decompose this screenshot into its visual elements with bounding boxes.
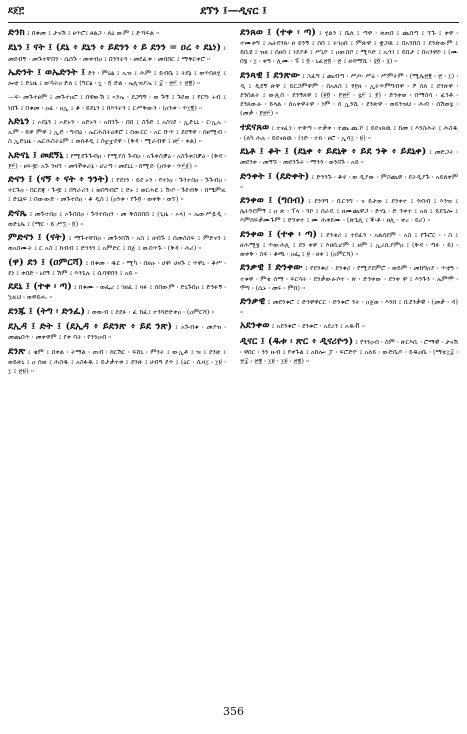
entry-definition: ፤ በቁመ ፡ ዱር ፡ ሚካ ፡ በዘዑ ፡ ሀዋ፡ ሀዛጉ ፤ ጥዋኒ ፡ ቆሥ ፡ ደነ ፤ ቀበድ ፡ ኑደኝ ፤ ሽም ፤ እንጌሉ ፤ ሲባዋበን ፤ አይ ። — [8, 258, 226, 277]
dictionary-entry — [240, 170, 458, 192]
entry-headword: (ዋ) ደን ፤ (ዐምርሻ) — [8, 256, 84, 268]
entry-headword: ኤድንት ፤ ወኤድንት ፤ — [8, 66, 86, 78]
entry-headword: ተደናጸወ — [240, 121, 270, 133]
dictionary-entry — [240, 69, 458, 119]
entry-definition: ፤ መጉተበዐ ፤ ኦጉበበዐ ፡ ጉንተበዐን ፡ መ ቅስስበበ ፤ (ጊዜ ፡ ኦላ) ። ኤውሥዷዲ ፡ ወድኒጼ ፤ (ማር ፡ ይ ሥ፺ ፡ ፬) ። — [8, 209, 226, 228]
entry-definition: ፤ የሚደጉጉብዐ ፡ የሚያስ ጉብዐ ፡ አጉቀስቓዕ ፡ አስጉቀስቓዕ ፡ (ቅዳ ፡ ፻፫) ፡ ፀፍ፡ቿ፡ አጉ ንዛኘ ፡ መጎችቀራኔ ፡ ሆረጣ ፡ መደኒኒ ፡ ከሚደ፡ (ዐንቱ ፡ ጥ፫፩) ። — [8, 151, 226, 170]
entry-definition: ፤ ቄም ፤ በቀል ፡ ትማል ፡ ጠብ ፡ ከርሽር ፡ ፍሸኒ ፡ ምንት ፤ ውኢቶ ፤ ዝ ፤ ደንጽ ፤ ወይጽኒ ፤ ዐ ሰወ ፤ ሕስዱ ፤ አስፋዱ ፤ ይታቃተቱ ፤ ደንጽ ፤ ሀብዓ ደጥ ፤ (ዕር ፡ ሲዛ፲ ፡ ፲፱ ፡ ፲ ፤ ፳፱) ። — [8, 347, 226, 376]
dictionary-entry — [8, 173, 226, 204]
entry-headword: ደኒን ፤ ናት ፤ (ደኒ ፥ ደኒን ፥ ይደንን ፥ ይ ደንን = ዐረ ፥ ደኒነ) — [8, 42, 222, 54]
entry-headword: ደደኒ ፤ (ተቀ ፡ ጣ) — [8, 281, 72, 293]
entry-headword: አደንቀወ — [240, 320, 270, 332]
dictionary-entry — [240, 26, 458, 67]
entry-definition: ፤ ተናፈገ ፡ ተዋጣ ፡ ተቃቀ ፡ ተጨ ጪኾ ፤ ይደናጸዉ ፤ ከመ ፤ እንስሕት ፤ ሕስዱ ፡ (ለካ ሕሉ ፡ ይደናጸዉ ፡ (ገድ ፡ ተክ ፡ ፀሮ ፡ ኢሳ፲ ፡ ፱) ። — [240, 123, 458, 142]
dictionary-entry — [8, 149, 226, 171]
entry-headword: ዲናር ፤ (ዱቱ ፡ ጽር ፥ ዲናሪዮን) — [240, 335, 354, 347]
dictionary-entry — [8, 231, 226, 253]
entry-definition: ፤ ደንቂሪ ፤ ተደፈን ፡ አልሰደም ፡ አስ ፤ የጉሮር ፡ ፡ ስ ፤ ዘሕሚ፮ ፤ ጥውሕሊ ፤ ደን ቀዋ ፤ እዘቢሆም ፤ ዘም ፤ ኢረሲያምዐ ፤ (ቅዳ ፡ ጣፉ ፡ ይ) ፡ ወቀቅ ፡ ስፍ ፡ ቆጫ ፡ ዐፌ ፤ ፱ ፡ ፀቀ ፤ (ዐምርሻ) ። — [240, 230, 458, 258]
entry-headword: አድናኒ ፤ መደኝኒ — [8, 149, 64, 161]
dictionary-entry — [8, 280, 226, 302]
entry-definition: ፤ አጉብቁ ፡ መያዝ ፡ መጨበጥ ፡ መቀዋም ፤ የቀ ባት ፡ የንንዐብ ። — [8, 323, 226, 342]
entry-headword: ድንቀት ፤ (ደድቀት) — [240, 170, 310, 182]
entry-headword: ደንቀወ ፤ (ተቀ ፡ ጣ) — [240, 228, 318, 240]
dictionary-entry — [240, 295, 458, 317]
left-column — [8, 26, 226, 706]
entry-definition: ፤ የንንዐብ ፡ ስም ፡ ጽርእቢ ፡ ሮማዊ ፡ ታናሽ ፡ ዋበር ፡ ንን ዙብ ፤ የቀጉል ፤ አከሎ፡ ፓ ፡ ፍሮድዮ ፤ አለይ ፡ ውድቤዶ ፡ ይዱዐቤ ፡ (ማቴ፲፰ ፡ ፳፰ ፡ ፳፪ ፡ ፲፱ ፡ ፲፱ ፡ ፳፪) ። — [240, 337, 458, 366]
dictionary-entry — [8, 90, 226, 112]
dictionary-entry — [8, 345, 226, 376]
entry-headword: አድኒን — [8, 115, 30, 127]
entry-definition: ድነ ፡ ምዕፅ ፤ ኡዝ ፤ ሕም ፤ ይብቤ ፤ ትደኔ ፤ ወጥበጸሂ ፤ ሎቲ ፤ ድኒዜ ፤ ወኻትዐ ድለ ፤ (ግርፅ ፡ ኗ ፡ ፬ ድል ፡ ኤሊዝያኤ ፤ ፰ ፡ ፳፫ ፥ ፳፪) ። — [8, 68, 226, 88]
entry-headword: ድናን ፤ (ናኝ ፥ ናት ፥ ንንት) — [8, 174, 109, 186]
dictionary-entry — [8, 320, 226, 342]
entry-definition: ፤ ኋፈግ ፤ ጨብጣ ፡ ሥጦ፡ ሥዕ ፡ ሥምትም ፡ (ሚሌ፳፪ ፡ ፳ ፡ ፲) ፡ ዲ ፤ ዲደኝ ጽዋ ፤ ይርጋምዋም ፡ በአለስ ፤ ፃ፻ዘ ፡ ኢትጥምግብዋ ፡ ፆ ስለ ፤ ደንጽዋ ፡ ደንበልት ፤ ውጺበ ፡ ደንኝጸዋ ፤ (፱፬ ፡ ፻፳፫ ፡ ፯፫ ፤ ፻) ፡ ድንቀወ ፡ በማስሳ ፡ ፈንቶ ፡ ደንጸውፁ ፡ ይላል ፡ ሰአቀዋትዋ ፡ ነም ፡ ሰ ኢንሺ ፡ ደንጽዋ ፡ ወይንዝህ ፡ ሕብ ፡ ሰሽወ፯ ፡ (መቃ ፡ ፻፳፫) ። — [240, 71, 458, 118]
running-head-center: ደኘን ፤—ዲናር ፤ — [200, 4, 267, 17]
entry-definition: ፤ የደንቁሪ ፡ ደንቁሪ ፡ የሚያደምሮ ፡ ወይም ፡ መከግዐያ ፡ ጥቲዓ ፡ ተቁዋ ፡ ምቂ ሰማ ፡ ፍርሳት ፡ ደንቃውፁሶተ ፡ ጽ ፡ ድንቀው ፡ ደንቀ ዋ ፤ እንጉን ፡ ኤምሞ ፡ ሞግ ፡ (ሴኑ ፡ መሩ ፡ ምበ) ። — [240, 264, 458, 292]
entry-definition: ፤ ደንንግ ፡ ቢርንግ ፡ ና ይታወ ፤ ደንቀተ ፤ ጎብብ ፤ እንዝ ፤ ሌትንደምኝ ፤ ዐ ጽ ፡ ፕላ ፡ ንኮ ፤ ሰራዴ ፤ ዘሙጨዋጋ ፡ ድሃኔ ፡ ድ ንቀተ ፤ አለ ፤ ይደጌሎ ፤ እምሰፍቃሙጉም ፤ ድንቀተ ፤ ሙ ሕቀደሙ ፡ (ጽጌሊ ፤ ኞ፡ቶ ፡ ዘሊ ፡ ቀረ ፡ ይሪ) ። — [240, 197, 458, 225]
entry-headword: ደንጻዊ ፤ ደንጽው — [240, 69, 300, 81]
entry-definition: ፤ ኦደኔን ፤ ኦድኑን ፡ አድኑን ፡ አበንጉ ፡ በበ ፤ ስጉድ ፤ አስገደ ፡ ኢድኒኒ ፡ ር፡ኢኡ ፡ ኡም ፡ ይዋ ምዋ ፤ ኢድ ፡ ግብዕ ፡ ኤርሕስትዕዋሮ ፤ በውርር ፡ አር ቡጥ ፤ ደደኝዋ ፡ ሰፀሚብ ፡ ስ ኢድኒዜ ፡ ኤርሕስትዕም ፤ ወሰቶዲ ፤ ሰቷቷደዋ ፡ (ቅዳ ፡ ሚራብዋ ፤ ፀ፫ ፡ ቀል) ። — [8, 117, 226, 146]
entry-definition: ፤ ወውብ ፤ ደደፉ ፡ ፈ ከፈ፤ ተንጓድድቀዐ ፡ (ዐምርሻ) ። — [87, 307, 215, 316]
entry-headword: ድናጼ — [8, 207, 27, 219]
header-rule — [8, 22, 459, 23]
entry-definition: ፤ መድጋት ፡ መደንቀ ፡ መኝኙ ፡ መደንጉት ፡ ማንጎ ፡ ወንበጉ ፡ አይ ። — [240, 148, 458, 167]
entry-definition: ፤ ድንንጉ ፡ ቆኖ ፡ ወ ዲያው ፡ ምስጨዋ ፡ ደትዲያጉ ፡ አይለቀም ። — [240, 172, 458, 191]
entry-definition: ፤ መደንቁሮ ፤ ድንዋዋርር ፡ ድንቁሮ ንት ፡ ዐጀወ ፡ እንበ ፤ ቢደንቃዊ ፡ (መቃ ፡ ዳ) ። — [240, 297, 458, 317]
entry-headword: ድንክ — [8, 27, 25, 38]
dictionary-entry — [240, 121, 458, 143]
entry-definition: ፤ ማጉተቸበዐ ፡ መጉንበሽ ፡ አስ ፤ ዘብጉ ፤ ሰመስስፍ ፤ ምድናን ፤ ወአበሙት ፤ ር አስ ፤ ከብብ ፤ ድንንን ፤ አምድር ፤ በጀ ፤ ውበጥጉ ፡ (ቅዳ ፡ ሕሪ) ። — [8, 234, 226, 253]
page-number: 356 — [223, 705, 244, 718]
dictionary-entry — [240, 319, 458, 332]
dictionary-entry — [8, 305, 226, 318]
dictionary-entry — [8, 115, 226, 146]
dictionary-entry — [8, 256, 226, 278]
entry-definition: ፤ ሂልን ፤ ቤለ ፤ ጣዋ ፡ ቂጠበ ፤ ጨበጣ ፤ ኘጉ ፤ ቀዋ ፡ ተሙቀግ ፤ ኤትደንጸ፡ ፀ ይንኝ ፤ ሰበ ፤ ትገዐበ ፤ ምጽዋ ፤ ቋጋዉ ፤ በአንበስ ፤ ደንጽውም ፤ ይቢዩ ፤ ዝፀ ፤ ሰፀበ ፤ ነደያቶ ፤ ሥኒዮ ፤ ዐውስቦ ፤ ሚእድ ፤ ኡጎገ ፤ ይበታ ፤ በአንዋኮ ፤ (ሙ በ፮ ፡ ፲ ፡ ቀዓ ፡ ሊሙ ፡ ፑ ፤ ፬ ፡ ኒፈ፳፬ ፡ ፳ ፤ ዘዳማሺ ፡ ፶፬ ፡ ፶) ። — [240, 29, 458, 66]
dictionary-entry — [8, 207, 226, 229]
entry-headword: ደንጸወ ፤ (ተቀ ፡ ጣ) — [240, 27, 316, 38]
entry-headword: ድንቃዊ — [240, 295, 266, 307]
dictionary-entry — [240, 228, 458, 259]
entry-headword: ደንጽ — [8, 345, 26, 357]
entry-definition: ፤ በቁመ ፤ ታናሽ ፤ ፀጥሮ፤ ፀልጋ ፡ ለዕ ውም ፤ ድኻፍል ። — [26, 29, 160, 37]
entry-definition: ፤ አደንቁሮ ፡ ደንቁሮ ፡ አደረን ፤ አዱቭ ። — [271, 322, 365, 331]
dictionary-entry — [8, 41, 226, 63]
dictionary-entry — [240, 194, 458, 225]
right-column — [240, 26, 458, 706]
entry-headword: ደንቀወ ፤ (ግበብ) — [240, 195, 305, 207]
dictionary-entry — [8, 26, 226, 39]
entry-definition: ፤ መደብኝ ፡ መጉተቸበን ፡ ሴሰጉ ፡ መቀብዐ ፤ በንንትን ፡ መደፈቱ ፡ መበበር ፤ ማቅርቀሮ ። — [8, 44, 226, 63]
entry-headword: ደንጁ ፤ (ትግ ፡ ድንፈ) — [8, 305, 85, 317]
entry-headword: ምድናን ፤ (ናት) — [8, 232, 67, 244]
entry-headword: ደኢዳ ፤ ድት ፤ (ደኢዳ ፥ ይደንጽ ፥ ይደ ንጽ) — [8, 321, 173, 333]
dictionary-entry — [240, 335, 458, 366]
running-head-left: ደጀ፫ — [8, 6, 24, 16]
page-header — [8, 4, 459, 22]
entry-headword: ደኒቶ ፤ ቆት ፤ (ደኒቀ ፥ ይደኒቅ ፥ ይደ ንቅ ፥ ይደኒቀ) — [240, 146, 427, 158]
entry-definition: —ፍ፡ መጉተፀም ፤ መጉተዐሮ ፤ በዋውሽ ፤ ኣንኤ ፡ ደጋግኝ ፡ ወ ጉኝ ፤ ጉደወ ፤ የርግ፡ ኑብ ፤ ነበጉ ፤ በቁመ ፡ ዐፈ ፡ ዐኢ ፤ ቆ ፡ ይደኒን ፤ በእንትን ፤ ርሥቅውን ፡ (ዐንቱ ፡ ጥ፲፪) ። — [8, 93, 226, 112]
entry-definition: ፤ የደነን ፡ ይደ ኑን ፡ የተነዐ ፡ ጉንተበዐ ፡ ጉጉብዐ ፡ ተርጉዐ ፡ በርደጃ ፡ ጉ፡ቿ ፤ በግራሪን ፤ ወበግብሮ ፤ ድኑ ፤ ወርሕዩ ፤ ሽ፡ቦ ፡ ጉደብቅ ፡ በሜምዚ ፤ ድኒኔፍ ፤ በውውድ ፡ መጉተበዐ ፡ ቆ ዲስ ፤ (ዐንቱ ፡ የጉ፬ ፡ ወቀቅ ፡ ወኘ) ። — [8, 176, 226, 204]
dictionary-entry — [240, 261, 458, 292]
dictionary-entry — [240, 145, 458, 167]
dictionary-entry — [8, 66, 226, 88]
entry-definition: ፤ በቁሙ ፡ ወፌረ ፤ ገዘፈ ፤ ዛፉ ፤ ሰበውም ፡ ድኒጉበዐ ፤ ድንፉኝ ፡ ኳዚህ ፡ ወዋይሑ ። — [8, 283, 226, 302]
entry-headword: ደንቃዊ ፤ ድንቀው — [240, 262, 303, 274]
